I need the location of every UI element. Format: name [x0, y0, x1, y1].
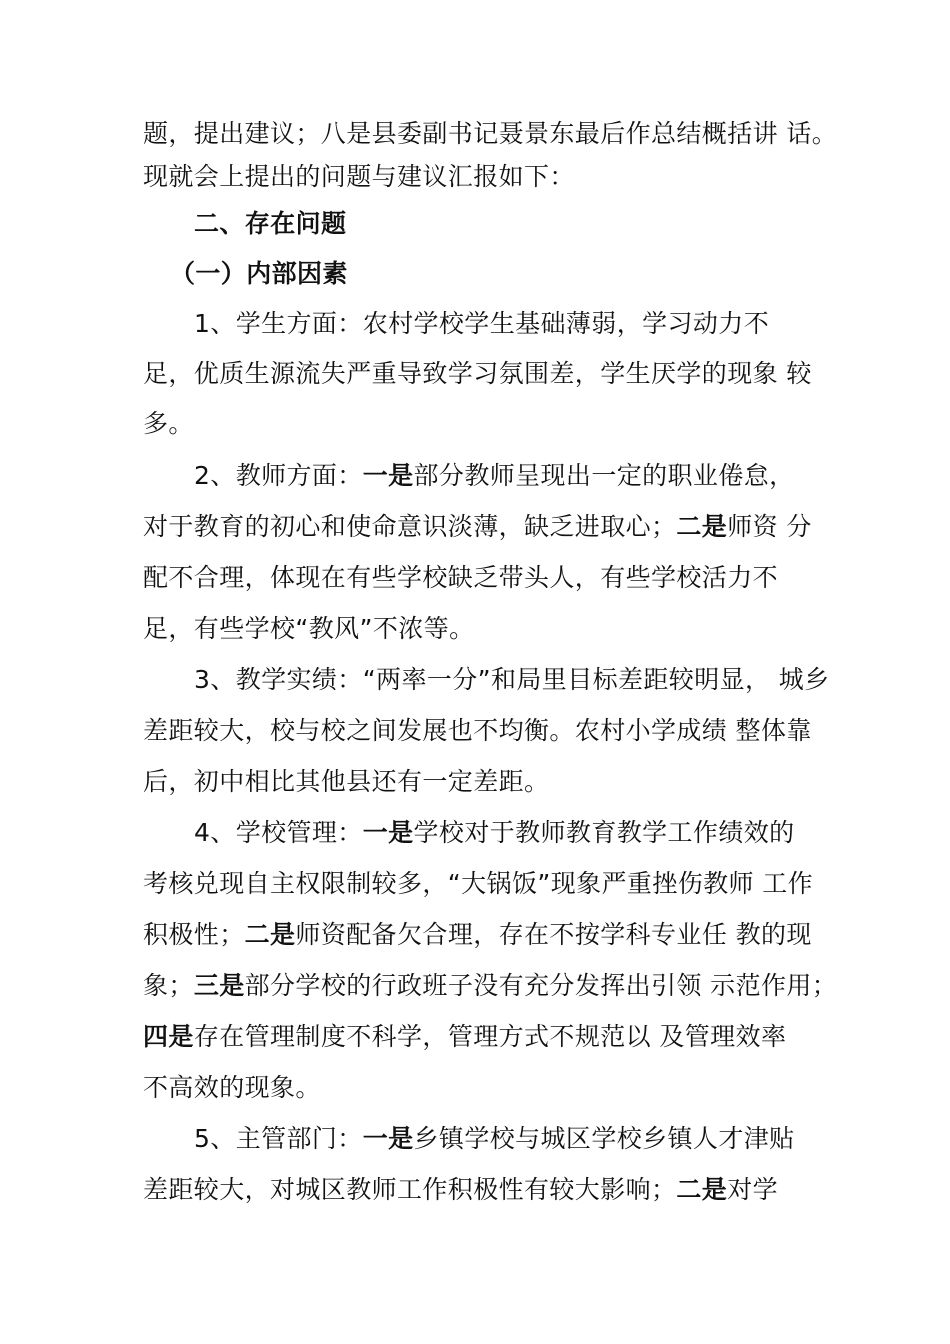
subsection-heading [170, 257, 348, 291]
text-segment: 现就会上提出的问题与建议汇报如下： [143, 162, 575, 191]
text-line-14 [143, 765, 549, 799]
bold-marker: 四是 [143, 1022, 194, 1051]
subsection-heading-text: （一）内部因素 [170, 259, 348, 288]
text-segment: 师资配备欠合理，存在不按学科专业任 教的现 [295, 920, 812, 949]
text-segment: 师资 分 [727, 512, 812, 541]
bold-marker: 二是 [676, 512, 728, 541]
text-segment: 部分教师呈现出一定的职业倦怠， [413, 461, 795, 490]
text-segment: 差距较大，校与校之间发展也不均衡。农村小学成绩 整体靠 [143, 716, 812, 745]
text-line-12 [194, 663, 830, 697]
text-segment: 对学 [727, 1175, 779, 1204]
text-line-5 [194, 307, 769, 341]
text-line-1 [143, 117, 837, 151]
text-line-21 [194, 1122, 795, 1156]
text-line-16 [143, 867, 813, 901]
text-line-11 [143, 612, 475, 646]
text-line-7 [143, 407, 194, 441]
section-heading [194, 207, 346, 241]
text-line-2 [143, 160, 575, 194]
text-segment: 象； [143, 971, 194, 1000]
text-segment: 足，有些学校“教风”不浓等。 [143, 614, 475, 643]
text-segment: 差距较大，对城区教师工作积极性有较大影响； [143, 1175, 677, 1204]
text-segment: 存在管理制度不科学，管理方式不规范以 及管理效率 [193, 1022, 787, 1051]
text-line-9 [143, 510, 812, 544]
text-segment: 不高效的现象。 [143, 1073, 321, 1102]
text-segment: 部分学校的行政班子没有充分发挥出引领 示范作用； [244, 971, 838, 1000]
bold-marker: 一是 [362, 1124, 414, 1153]
bold-marker: 一是 [362, 818, 414, 847]
text-segment: 3、教学实绩：“两率一分”和局里目标差距较明显， 城乡 [194, 665, 830, 694]
text-line-10 [143, 561, 778, 595]
section-heading-text: 二、存在问题 [194, 209, 347, 238]
text-segment: 考核兑现自主权限制较多，“大锅饭”现象严重挫伤教师 工作 [143, 869, 814, 898]
text-line-6 [143, 357, 812, 391]
text-line-19 [143, 1020, 786, 1054]
text-segment: 配不合理，体现在有些学校缺乏带头人，有些学校活力不 [143, 563, 779, 592]
bold-marker: 一是 [362, 461, 414, 490]
text-segment: 4、学校管理： [194, 818, 363, 847]
text-segment: 足，优质生源流失严重导致学习氛围差，学生厌学的现象 较 [143, 359, 812, 388]
bold-marker: 二是 [676, 1175, 728, 1204]
text-segment: 对于教育的初心和使命意识淡薄，缺乏进取心； [143, 512, 677, 541]
text-segment: 乡镇学校与城区学校乡镇人才津贴 [413, 1124, 795, 1153]
bold-marker: 三是 [193, 971, 245, 1000]
text-line-17 [143, 918, 812, 952]
text-line-18 [143, 969, 837, 1003]
text-segment: 积极性； [143, 920, 245, 949]
text-segment: 1、学生方面：农村学校学生基础薄弱，学习动力不 [194, 309, 770, 338]
text-segment: 学校对于教师教育教学工作绩效的 [413, 818, 795, 847]
text-segment: 多。 [143, 409, 194, 438]
text-segment: 题，提出建议；八是县委副书记聂景东最后作总结概括讲 话。 [143, 119, 838, 148]
text-line-13 [143, 714, 812, 748]
text-line-20 [143, 1071, 321, 1105]
text-segment: 后，初中相比其他县还有一定差距。 [143, 767, 550, 796]
text-line-8 [194, 459, 795, 493]
text-segment: 5、主管部门： [194, 1124, 363, 1153]
text-line-22 [143, 1173, 778, 1207]
text-line-15 [194, 816, 795, 850]
bold-marker: 二是 [244, 920, 296, 949]
text-segment: 2、教师方面： [194, 461, 363, 490]
